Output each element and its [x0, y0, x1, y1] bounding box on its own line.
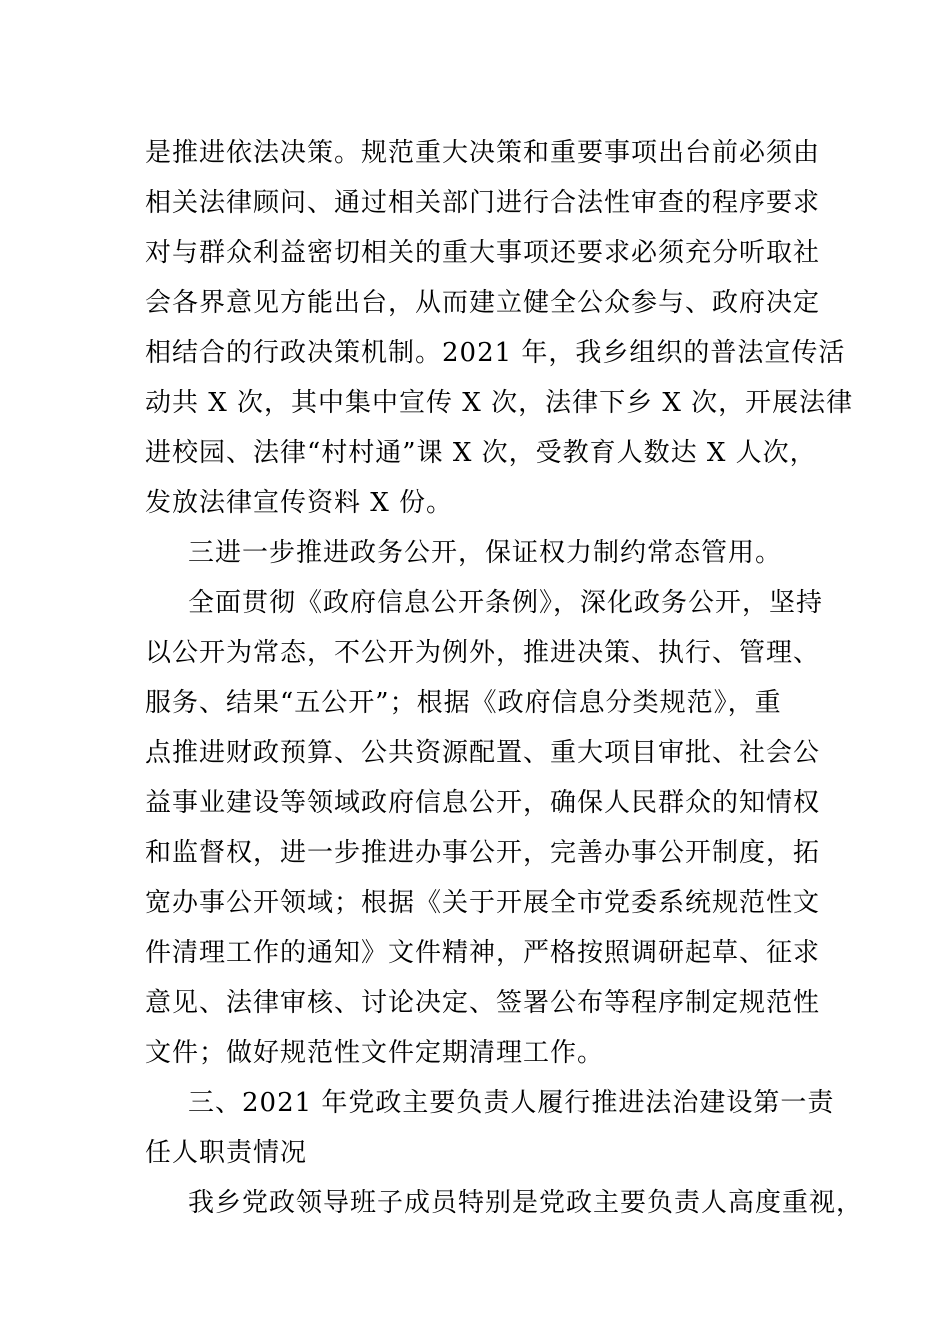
text-line: 宽办事公开领域；根据《关于开展全市党委系统规范性文 — [145, 888, 821, 918]
section-heading-continued: 任人职责情况 — [145, 1138, 308, 1168]
text-line: 发放法律宣传资料 X 份。 — [145, 488, 454, 518]
text-line: 相结合的行政决策机制。2021 年，我乡组织的普法宣传活 — [145, 338, 846, 368]
text-line: 对与群众利益密切相关的重大事项还要求必须充分听取社 — [145, 238, 821, 268]
text-line: 是推进依法决策。规范重大决策和重要事项出台前必须由 — [145, 138, 821, 168]
text-line: 和监督权，进一步推进办事公开，完善办事公开制度，拓 — [145, 838, 821, 868]
text-line: 以公开为常态，不公开为例外，推进决策、执行、管理、 — [145, 638, 821, 668]
text-line: 全面贯彻《政府信息公开条例》，深化政务公开，坚持 — [188, 588, 824, 618]
text-line: 益事业建设等领域政府信息公开，确保人民群众的知情权 — [145, 788, 821, 818]
text-line: 点推进财政预算、公共资源配置、重大项目审批、社会公 — [145, 738, 821, 768]
text-line: 进校园、法律“村村通”课 X 次，受教育人数达 X 人次， — [145, 438, 817, 468]
text-line: 我乡党政领导班子成员特别是党政主要负责人高度重视， — [188, 1188, 864, 1218]
text-line: 文件；做好规范性文件定期清理工作。 — [145, 1038, 605, 1068]
text-line: 动共 X 次，其中集中宣传 X 次，法律下乡 X 次，开展法律 — [145, 388, 854, 418]
section-heading: 三进一步推进政务公开，保证权力制约常态管用。 — [188, 538, 783, 568]
section-heading: 三、2021 年党政主要负责人履行推进法治建设第一责 — [188, 1088, 835, 1118]
text-line: 件清理工作的通知》文件精神，严格按照调研起草、征求 — [145, 938, 821, 968]
text-line: 会各界意见方能出台，从而建立健全公众参与、政府决定 — [145, 288, 821, 318]
text-line: 服务、结果“五公开”；根据《政府信息分类规范》，重 — [145, 688, 782, 718]
text-line: 意见、法律审核、讨论决定、签署公布等程序制定规范性 — [145, 988, 821, 1018]
text-line: 相关法律顾问、通过相关部门进行合法性审查的程序要求 — [145, 188, 821, 218]
